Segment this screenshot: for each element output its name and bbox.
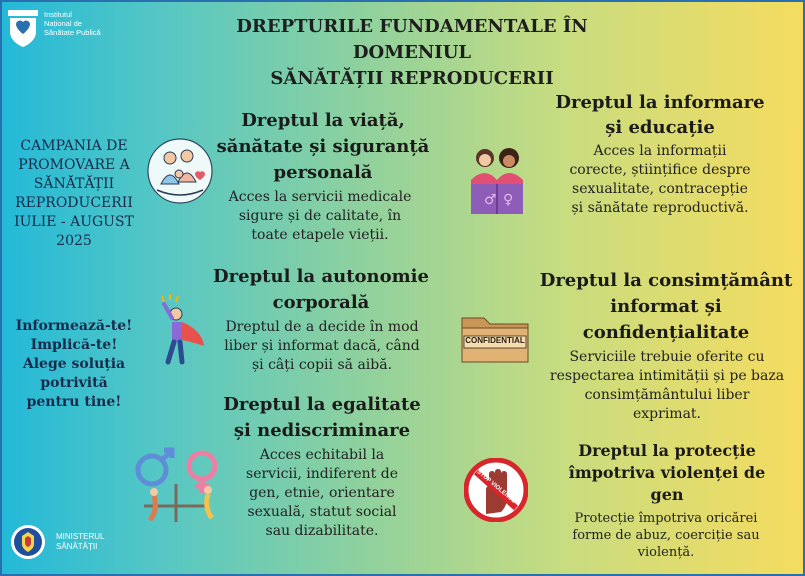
desc-line: toate etapele vieții.	[251, 227, 389, 243]
ministry-line1: MINISTERUL	[56, 532, 105, 541]
desc-line: Acces echitabil la	[259, 447, 385, 463]
ministry-line2: SĂNĂTĂȚII	[56, 542, 98, 551]
ministry-logo	[10, 524, 104, 560]
desc-line: liber și informat dacă, când	[224, 338, 420, 354]
title-line: și educație	[605, 117, 715, 138]
title-line: Dreptul la consimțământ	[539, 270, 793, 291]
campaign-line: IULIE - AUGUST	[14, 214, 134, 230]
desc-line: Protecție împotriva oricărei	[574, 511, 758, 526]
family-health-icon	[145, 136, 215, 206]
title-line: Dreptul la protecție	[578, 441, 756, 460]
campaign-line: PROMOVARE A	[18, 157, 130, 173]
desc-line: corecte, științifice despre	[569, 162, 751, 178]
desc-line: Acces la servicii medicale	[228, 189, 412, 205]
campaign-line: 2025	[56, 233, 92, 249]
right-consent-desc	[532, 348, 802, 424]
institute-shield-icon	[8, 10, 38, 48]
motto-line: Informează-te!	[15, 318, 133, 334]
svg-text:♀: ♀	[503, 192, 514, 208]
confidential-label: CONFIDENTIAL	[465, 336, 525, 345]
desc-line: sau dizabilitate.	[265, 523, 379, 539]
ministry-seal-icon	[10, 524, 46, 560]
svg-text:♂: ♂	[484, 192, 497, 208]
institute-logo	[8, 10, 101, 48]
campaign-line: CAMPANIA DE	[20, 138, 128, 154]
desc-line: sigure și de calitate, în	[238, 208, 402, 224]
right-information-title	[546, 90, 774, 140]
desc-line: respectarea intimității și pe baza	[549, 368, 785, 384]
right-equality-title	[222, 392, 422, 444]
title-line: personală	[273, 162, 373, 183]
desc-line: forme de abuz, coerciție sau	[572, 528, 760, 543]
title-line: Dreptul la egalitate	[223, 394, 421, 415]
desc-line: consimțământului liber	[584, 387, 750, 403]
right-protection-desc	[554, 510, 778, 561]
title-line: sănătate și siguranță	[216, 136, 430, 157]
desc-line: gen, etnie, orientare	[249, 485, 395, 501]
superhero-icon	[152, 292, 207, 372]
institute-line1: Institutul	[44, 10, 72, 19]
motto-line: Alege soluția	[22, 356, 126, 372]
right-autonomy-desc	[216, 318, 428, 375]
gender-equality-icon	[124, 444, 229, 529]
right-consent-title	[538, 268, 794, 346]
desc-line: servicii, indiferent de	[246, 466, 398, 482]
desc-line: Dreptul de a decide în mod	[225, 319, 419, 335]
desc-line: și sănătate reproductivă.	[571, 200, 749, 216]
stop-violence-label: STOP VIOLENCE	[475, 469, 517, 505]
motto-line: potrivită	[40, 375, 108, 391]
right-protection-title	[554, 440, 780, 506]
right-life-title	[212, 108, 434, 186]
institute-line3: Sănătate Publică	[44, 28, 101, 37]
title-line: gen	[650, 485, 684, 504]
right-life-desc	[220, 188, 420, 245]
title-line: Dreptul la autonomie	[213, 266, 429, 287]
education-reading-icon	[457, 140, 537, 220]
title-line: informat și	[610, 296, 722, 317]
campaign-text	[6, 137, 142, 251]
desc-line: sexualitate, contracepție	[572, 181, 748, 197]
campaign-line: SĂNĂTĂȚII	[33, 176, 115, 192]
desc-line: violență.	[637, 545, 695, 560]
title-line: împotriva violenței de	[568, 463, 766, 482]
institute-line2: Național de	[44, 19, 82, 28]
title-line: Dreptul la viață,	[241, 110, 405, 131]
title-line: Dreptul la informare	[555, 92, 765, 113]
motto-line: pentru tine!	[26, 394, 122, 410]
title-line: confidențialitate	[582, 322, 750, 343]
title-line: și nediscriminare	[233, 420, 411, 441]
motto-line: Implică-te!	[30, 337, 118, 353]
title-line: corporală	[272, 292, 370, 313]
right-autonomy-title	[208, 264, 434, 316]
desc-line: și câți copii să aibă.	[251, 357, 393, 373]
desc-line: sexuală, statut social	[247, 504, 397, 520]
title-line1: DREPTURILE FUNDAMENTALE ÎN DOMENIUL	[236, 16, 588, 63]
motto-text	[6, 317, 142, 412]
desc-line: Acces la informații	[593, 143, 727, 159]
title-line2: SĂNĂTĂȚII REPRODUCERII	[270, 68, 554, 89]
desc-line: Serviciile trebuie oferite cu	[569, 349, 765, 365]
right-equality-desc	[232, 446, 412, 541]
right-information-desc	[548, 142, 772, 218]
campaign-line: REPRODUCERII	[15, 195, 133, 211]
desc-line: exprimat.	[632, 406, 701, 422]
page-title	[202, 14, 622, 92]
